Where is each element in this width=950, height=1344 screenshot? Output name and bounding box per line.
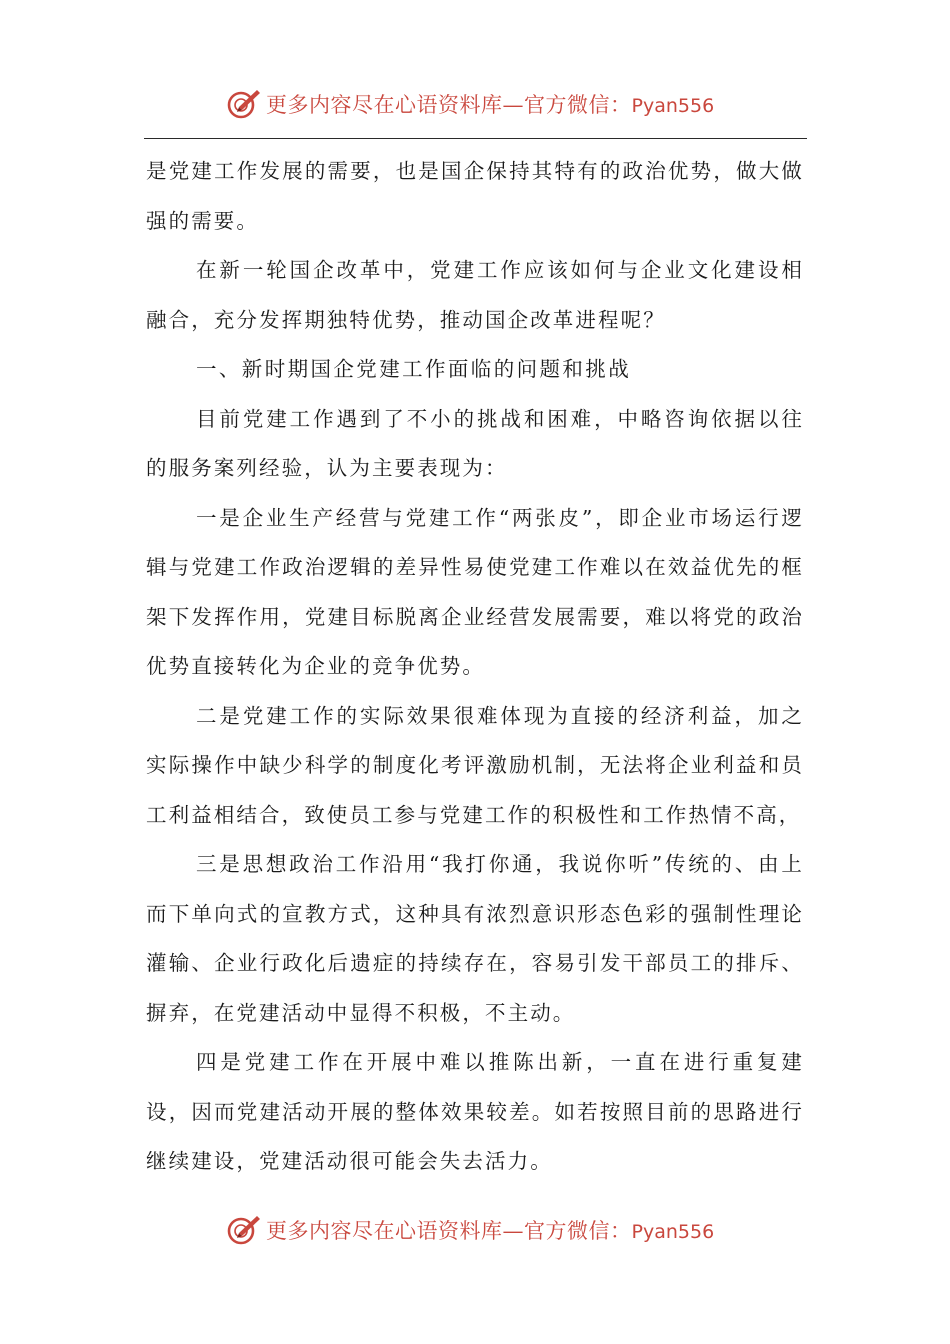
footer-banner bbox=[0, 1210, 950, 1250]
pen-logo-icon bbox=[226, 86, 262, 122]
banner-slogan: 更多内容尽在心语资料库—官方微信： bbox=[266, 93, 632, 117]
paragraph-point-2: 二是党建工作的实际效果很难体现为直接的经济利益，加之实际操作中缺少科学的制度化考评激励机制，无法将企业利益和员工利益相结合，致使员工参与党建工作的积极性和工作热情不高， bbox=[146, 703, 804, 827]
wechat-id: Pyan556 bbox=[631, 95, 715, 117]
paragraph-point-1: 一是企业生产经营与党建工作“两张皮”，即企业市场运行逻辑与党建工作政治逻辑的差异性易使党建工作难以在效益优先的框架下发挥作用，党建目标脱离企业经营发展需要，难以将党的政治优势直接转化为企业的竞争优势。 bbox=[146, 505, 804, 678]
paragraph-question: 在新一轮国企改革中，党建工作应该如何与企业文化建设相融合，充分发挥期独特优势，推动国企改革进程呢？ bbox=[146, 258, 804, 332]
wechat-id: Pyan556 bbox=[631, 1221, 715, 1243]
paragraph-continuation: 是党建工作发展的需要，也是国企保持其特有的政治优势，做大做强的需要。 bbox=[146, 159, 804, 233]
pen-logo-icon bbox=[226, 1212, 262, 1248]
banner-slogan: 更多内容尽在心语资料库—官方微信： bbox=[266, 1219, 632, 1243]
paragraph-point-3: 三是思想政治工作沿用“我打你通，我说你听”传统的、由上而下单向式的宣教方式，这种具有浓烈意识形态色彩的强制性理论灌输、企业行政化后遗症的持续存在，容易引发干部员工的排斥、摒弃，在党建活动中显得不积极，不主动。 bbox=[146, 852, 804, 1025]
document-body bbox=[146, 147, 804, 1187]
header-banner-text bbox=[266, 92, 714, 119]
paragraph-point-4: 四是党建工作在开展中难以推陈出新，一直在进行重复建设，因而党建活动开展的整体效果较差。如若按照目前的思路进行继续建设，党建活动很可能会失去活力。 bbox=[146, 1050, 804, 1173]
footer-banner-text bbox=[266, 1218, 714, 1245]
header-banner bbox=[0, 84, 950, 124]
header-divider bbox=[144, 138, 807, 139]
paragraph-intro: 目前党建工作遇到了不小的挑战和困难，中略咨询依据以往的服务案列经验，认为主要表现为： bbox=[146, 406, 804, 480]
section-heading: 一、新时期国企党建工作面临的问题和挑战 bbox=[196, 357, 632, 381]
